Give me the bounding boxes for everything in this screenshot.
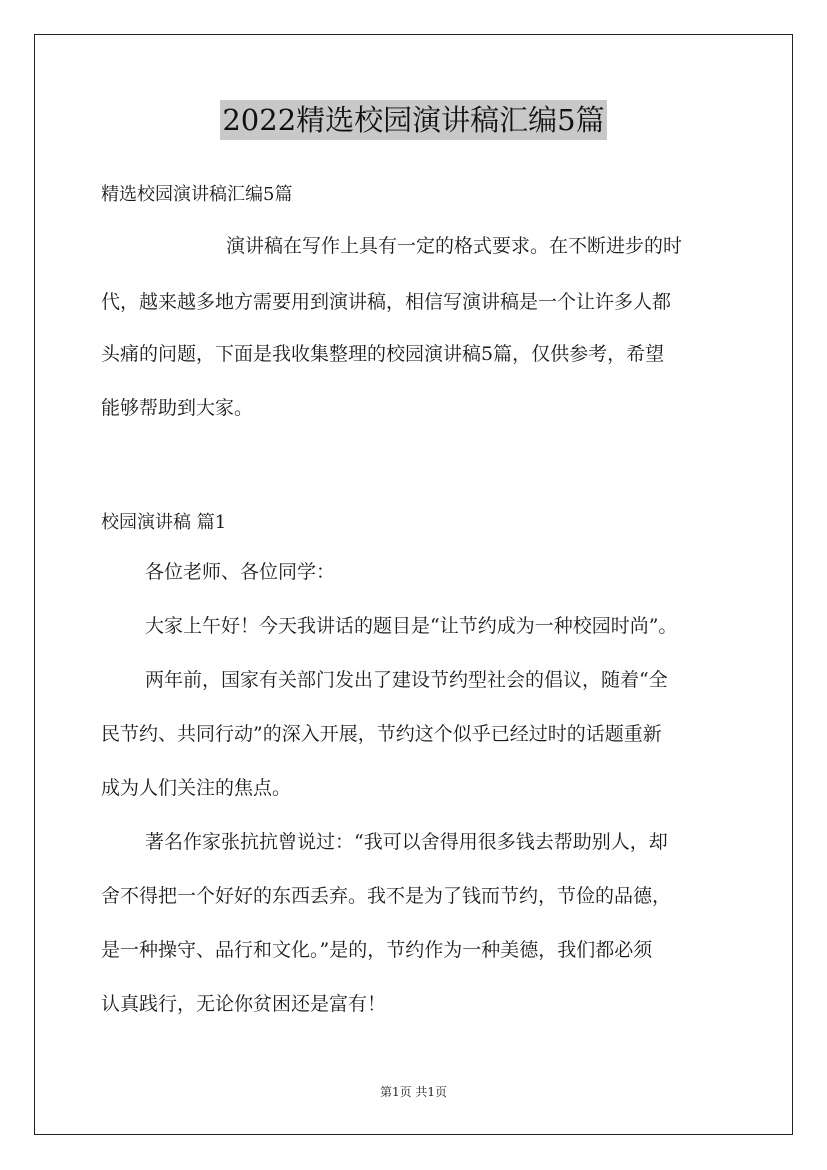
document-title: 2022精选校园演讲稿汇编5篇 (220, 100, 606, 140)
body-line: 舍不得把一个好好的东西丢弃。我不是为了钱而节约，节俭的品德， (101, 885, 672, 907)
section-heading: 校园演讲稿 篇1 (101, 512, 227, 533)
title-container (0, 100, 827, 140)
document-subtitle: 精选校园演讲稿汇编5篇 (101, 184, 293, 205)
body-line: 大家上午好！今天我讲话的题目是“让节约成为一种校园时尚”。 (145, 615, 678, 637)
body-line: 各位老师、各位同学： (145, 561, 336, 583)
intro-line: 能够帮助到大家。 (101, 397, 254, 419)
body-line: 认真践行，无论你贫困还是富有！ (101, 993, 387, 1015)
body-line: 成为人们关注的焦点。 (101, 777, 292, 799)
page-footer: 第1页 共1页 (379, 1085, 448, 1099)
body-line: 是一种操守、品行和文化。”是的，节约作为一种美德，我们都必须 (101, 939, 653, 961)
intro-line: 演讲稿在写作上具有一定的格式要求。在不断进步的时 (226, 235, 683, 257)
body-line: 民节约、共同行动”的深入开展，节约这个似乎已经过时的话题重新 (101, 723, 662, 745)
intro-line: 头痛的问题，下面是我收集整理的校园演讲稿5篇，仅供参考，希望 (101, 343, 665, 365)
body-line: 两年前，国家有关部门发出了建设节约型社会的倡议，随着“全 (145, 669, 668, 691)
body-line: 著名作家张抗抗曾说过：“我可以舍得用很多钱去帮助别人，却 (145, 831, 668, 853)
intro-line: 代，越来越多地方需要用到演讲稿，相信写演讲稿是一个让许多人都 (101, 291, 672, 313)
